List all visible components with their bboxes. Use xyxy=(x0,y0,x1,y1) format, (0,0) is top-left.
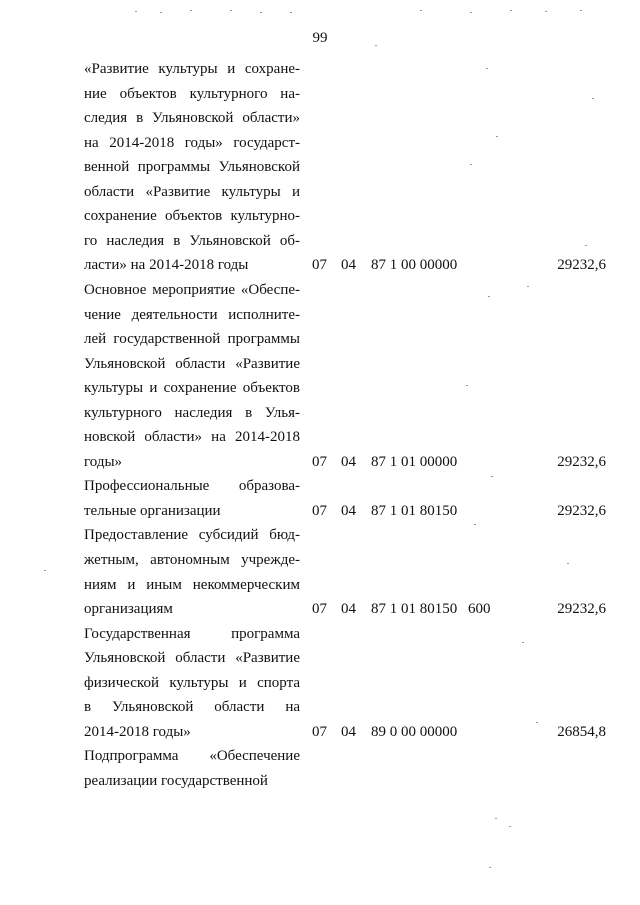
scan-speck xyxy=(470,164,472,165)
row-subsection-code: 04 xyxy=(341,502,356,519)
row-subsection-code: 04 xyxy=(341,257,356,274)
scan-speck xyxy=(489,867,491,868)
row-description-line: ние объектов культурного на- xyxy=(84,85,300,102)
row-description-line: ласти» на 2014-2018 годы xyxy=(84,257,249,274)
row-target-code: 87 1 01 80150 xyxy=(371,601,458,618)
row-amount: 29232,6 xyxy=(557,601,606,618)
scan-speck xyxy=(585,245,587,246)
scan-speck xyxy=(495,818,497,819)
row-description-line: жетным, автономным учрежде- xyxy=(84,552,300,568)
scan-speck xyxy=(567,563,569,564)
row-description-line: в Ульяновской области на xyxy=(84,699,300,716)
row-subsection-code: 04 xyxy=(341,601,356,618)
row-amount: 29232,6 xyxy=(557,257,606,274)
row-description-line: тельные организации xyxy=(84,502,221,519)
row-description-line: области «Развитие культуры и xyxy=(84,183,300,200)
row-description-line: Предоставление субсидий бюд- xyxy=(84,527,300,544)
scan-speck xyxy=(230,10,232,11)
row-description-line: годы» xyxy=(84,453,123,470)
row-amount: 29232,6 xyxy=(557,502,606,519)
row-description-line: венной программы Ульяновской xyxy=(84,159,300,176)
row-description-line: «Развитие культуры и сохране- xyxy=(84,61,300,77)
scan-speck xyxy=(545,11,547,12)
row-description-line: чение деятельности исполните- xyxy=(84,306,300,323)
scan-speck xyxy=(466,385,468,386)
row-description-line: ниям и иным некоммерческим xyxy=(84,576,300,593)
scan-speck xyxy=(135,11,137,12)
scan-speck xyxy=(486,68,488,69)
scan-speck xyxy=(496,136,498,137)
row-description-line: физической культуры и спорта xyxy=(84,674,300,691)
scan-speck xyxy=(420,10,422,11)
row-amount: 29232,6 xyxy=(557,453,606,470)
row-description-line: Ульяновской области «Развитие xyxy=(84,650,300,667)
row-description-line: культурного наследия в Улья- xyxy=(84,404,300,421)
scan-speck xyxy=(470,12,472,13)
scan-speck xyxy=(527,286,529,287)
row-amount: 26854,8 xyxy=(557,723,606,740)
row-section-code: 07 xyxy=(312,502,327,519)
scan-speck xyxy=(522,642,524,643)
scan-speck xyxy=(290,12,292,13)
row-description-line: на 2014-2018 годы» государст- xyxy=(84,134,300,151)
row-target-code: 87 1 01 00000 xyxy=(371,453,458,470)
row-description-line: Профессиональные образова- xyxy=(84,478,300,495)
scan-speck xyxy=(375,45,377,46)
row-description-line: Ульяновской области «Развитие xyxy=(84,355,300,372)
row-section-code: 07 xyxy=(312,453,327,470)
scan-speck xyxy=(509,826,511,827)
row-description-line: новской области» на 2014-2018 xyxy=(84,429,300,446)
row-section-code: 07 xyxy=(312,601,327,618)
row-section-code: 07 xyxy=(312,257,327,274)
row-description-line: организациям xyxy=(84,601,173,618)
row-description-line: 2014-2018 годы» xyxy=(84,723,191,740)
row-description-line: Государственная программа xyxy=(84,625,300,642)
row-target-code: 89 0 00 00000 xyxy=(371,723,458,740)
row-description-line: Основное мероприятие «Обеспе- xyxy=(84,281,300,298)
row-section-code: 07 xyxy=(312,723,327,740)
scan-speck xyxy=(536,722,538,723)
row-description-line: следия в Ульяновской области» xyxy=(84,110,300,127)
row-target-code: 87 1 01 80150 xyxy=(371,502,458,519)
row-description-line: лей государственной программы xyxy=(84,331,300,348)
scan-speck xyxy=(190,10,192,11)
row-subsection-code: 04 xyxy=(341,723,356,740)
row-target-code: 87 1 00 00000 xyxy=(371,257,458,274)
scan-speck xyxy=(474,524,476,525)
scan-speck xyxy=(260,12,262,13)
row-expense-type: 600 xyxy=(468,601,491,618)
row-description-line: го наследия в Ульяновской об- xyxy=(84,232,300,249)
row-description-line: Подпрограмма «Обеспечение xyxy=(84,748,300,765)
row-description-line: реализации государственной xyxy=(84,772,268,789)
scan-speck xyxy=(160,12,162,13)
scan-speck xyxy=(510,10,512,11)
scan-speck xyxy=(491,476,493,477)
page-number: 99 xyxy=(312,30,328,46)
scan-speck xyxy=(580,10,582,11)
row-description-line: сохранение объектов культурно- xyxy=(84,208,300,225)
scan-speck xyxy=(488,296,490,297)
scan-speck xyxy=(592,98,594,99)
row-description-line: культуры и сохранение объектов xyxy=(84,380,300,397)
row-subsection-code: 04 xyxy=(341,453,356,470)
scan-speck xyxy=(44,570,46,571)
